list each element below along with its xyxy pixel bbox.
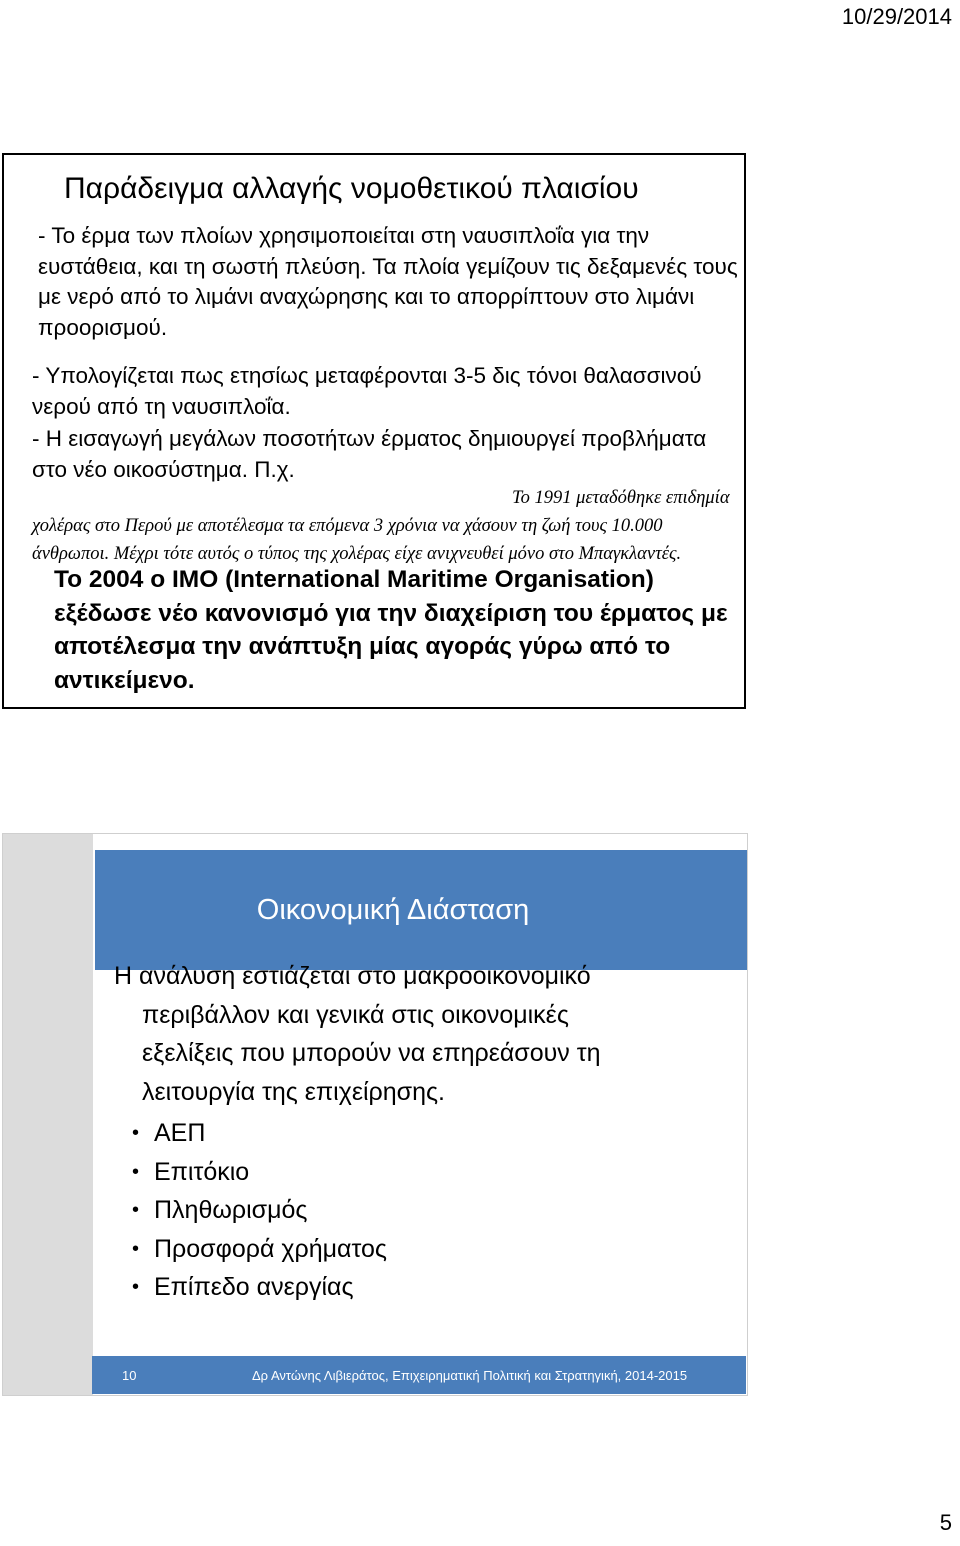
slide-1-title: Παράδειγμα αλλαγής νομοθετικού πλαισίου (64, 172, 639, 205)
list-item: • Επιτόκιο (114, 1153, 387, 1192)
list-item: • Προσφορά χρήματος (114, 1230, 387, 1269)
slide-2-body-line-4: λειτουργία της επιχείρησης. (142, 1077, 445, 1106)
slide-2-title-bar (95, 850, 747, 970)
slide-1-italic-note (32, 484, 742, 568)
slide-2-footer-text: Δρ Αντώνης Λιβιεράτος, Επιχειρηματική Πολιτική και Στρατηγική, 2014-2015 (252, 1368, 688, 1383)
bullet-icon: • (132, 1122, 140, 1144)
date-header: 10/29/2014 (841, 4, 952, 29)
slide-2-body-line-2: περιβάλλον και γενικά στις οικονομικές (142, 1000, 569, 1029)
slide-1-bold-paragraph: Το 2004 ο ΙΜΟ (International Maritime Organisation) εξέδωσε νέο κανονισμό για την διαχείριση του έρματος με αποτέλεσμα την ανάπτυξη μίας αγοράς γύρω από το αντικείμενο. (54, 566, 728, 694)
slide-1-italic-text: Το 1991 μεταδόθηκε επιδημία χολέρας στο Περού με αποτέλεσμα τα επόμενα 3 χρόνια να χάσουν τη ζωή τους 10.000 άνθρωποι. Μέχρι τότε αυτός ο τύπος της χολέρας είχε ανιχνευθεί μόνο στο Μπαγκλαντές. (32, 488, 730, 564)
slide-2-bullet-list (114, 1114, 387, 1307)
slide-2-body-line-3: εξελίξεις που μπορούν να επηρεάσουν τη (142, 1039, 601, 1067)
list-item: • Πληθωρισμός (114, 1191, 387, 1230)
bullet-icon: • (132, 1276, 140, 1298)
slide-2-title: Οικονομική Διάσταση (256, 893, 530, 926)
list-item: • Επίπεδο ανεργίας (114, 1268, 387, 1307)
slide-2-body (114, 957, 744, 1111)
slide-1-paragraph-1: - Το έρμα των πλοίων χρησιμοποιείται στη ναυσιπλοΐα για την ευστάθεια, και τη σωστή πλεύση. Τα πλοία γεμίζουν τις δεξαμενές τους με νερό από το λιμάνι αναχώρησης και το απορρίπτουν στο λιμάνι προορισμού. (38, 223, 738, 340)
list-item: • ΑΕΠ (114, 1114, 387, 1153)
slide-2-number: 10 (122, 1368, 137, 1383)
page-number: 5 (939, 1510, 952, 1535)
slide-2-left-bar (3, 834, 93, 1395)
slide-1-paragraph-2: - Υπολογίζεται πως ετησίως μεταφέρονται 3-5 δις τόνοι θαλασσινού νερού από τη ναυσιπλοΐα. (32, 363, 702, 419)
slide-2-body-line-1: Η ανάλυση εστιάζεται στο μακροοικονομικό (114, 962, 591, 990)
slide-1-paragraph-3-lead: - Η εισαγωγή μεγάλων ποσοτήτων έρματος δημιουργεί προβλήματα στο νέο οικοσύστημα. Π.χ. (32, 426, 707, 482)
bullet-icon: • (132, 1199, 140, 1221)
bullet-icon: • (132, 1237, 140, 1260)
bullet-icon: • (132, 1160, 140, 1183)
slide-1-paragraph-3 (32, 424, 732, 485)
